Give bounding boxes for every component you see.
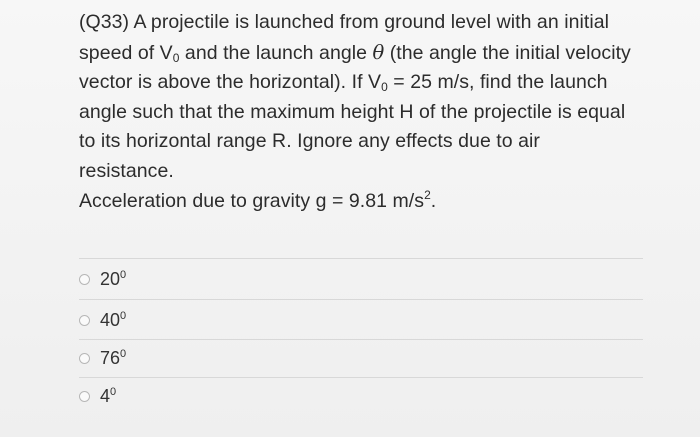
option-76-degrees[interactable] — [79, 338, 639, 378]
radio-button-icon[interactable] — [79, 315, 90, 326]
question-text — [79, 8, 639, 216]
option-20-degrees[interactable] — [79, 259, 639, 299]
question-line-3-suffix: = 25 m/s, find the launch — [387, 71, 608, 94]
option-degree: 0 — [120, 347, 127, 360]
option-4-degrees[interactable] — [79, 376, 639, 416]
question-line-3-prefix: vector is above the horizontal). If V — [79, 71, 382, 94]
option-label — [100, 269, 126, 290]
question-line-4: angle such that the maximum height H of the projectile is equal — [79, 100, 626, 123]
radio-button-icon[interactable] — [79, 391, 90, 402]
radio-button-icon[interactable] — [79, 353, 90, 364]
question-line-6-suffix: . — [430, 189, 437, 212]
subscript-zero: 0 — [381, 80, 388, 95]
question-line-6-prefix: Acceleration due to gravity g = 9.81 m/s — [79, 189, 425, 212]
option-degree: 0 — [120, 268, 127, 281]
option-value: 20 — [100, 268, 121, 289]
superscript-two: 2 — [424, 187, 431, 202]
question-line-1: (Q33) A projectile is launched from ground level with an initial — [79, 11, 609, 33]
question-line-2-mid: and the launch angle — [179, 41, 373, 64]
subscript-zero: 0 — [172, 50, 180, 65]
theta-symbol: θ — [372, 40, 385, 64]
option-degree: 0 — [110, 385, 117, 398]
question-line-2-prefix: speed of V — [79, 41, 173, 64]
option-label — [100, 310, 126, 331]
option-label — [100, 348, 126, 369]
option-value: 40 — [100, 309, 121, 330]
option-label — [100, 386, 116, 407]
option-40-degrees[interactable] — [79, 300, 639, 340]
option-degree: 0 — [120, 309, 127, 322]
radio-button-icon[interactable] — [79, 274, 90, 285]
option-value: 4 — [100, 385, 111, 406]
option-value: 76 — [100, 347, 121, 368]
question-line-5: to its horizontal range R. Ignore any effects due to air resistance. — [79, 130, 540, 182]
question-line-2-suffix: (the angle the initial velocity — [384, 41, 631, 64]
